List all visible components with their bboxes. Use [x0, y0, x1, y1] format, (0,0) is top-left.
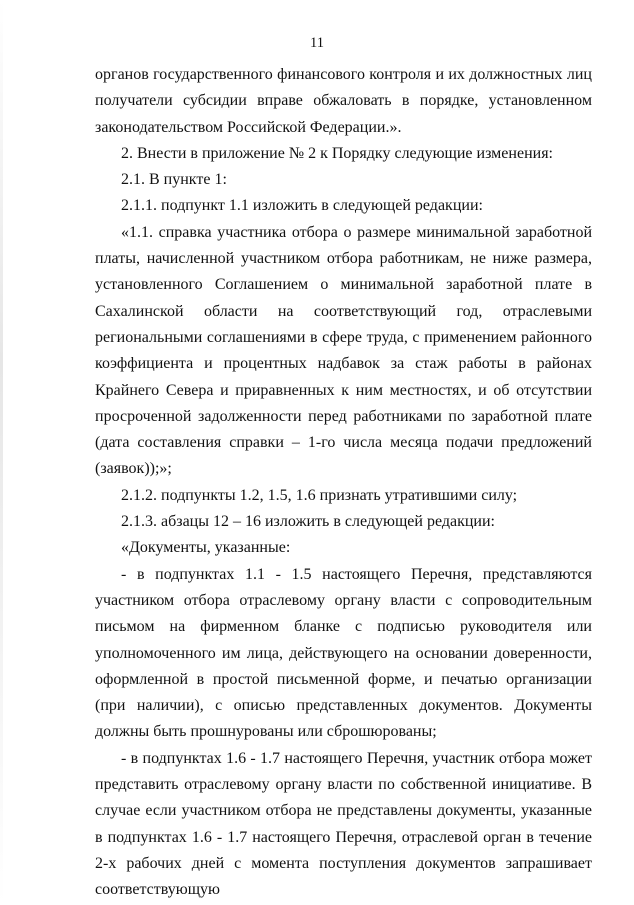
- paragraph-item-2-1-1: 2.1.1. подпункт 1.1 изложить в следующей редакции:: [121, 197, 483, 215]
- page-number: 11: [310, 35, 324, 51]
- paragraph-item-2: 2. Внести в приложение № 2 к Порядку следующие изменения:: [121, 144, 553, 162]
- paragraph-documents-heading: «Документы, указанные:: [121, 539, 291, 557]
- paragraph-documents-1-6-1-7: - в подпунктах 1.6 - 1.7 настоящего Перечня, участник отбора может представить отраслевому органу власти по собственной инициативе. В случае если участником отбора не представлены документы, указанные в подпунктах 1.6 - 1.7 настоящего Перечня, отраслевой орган в течение 2-х рабочих дней с момента поступления документов запрашивает соответствующую: [95, 749, 592, 899]
- paragraph-item-2-1: 2.1. В пункте 1:: [121, 171, 227, 189]
- scan-edge-shadow: [0, 0, 3, 905]
- document-body: [95, 62, 592, 904]
- paragraph-quote-1-1: «1.1. справка участника отбора о размере минимальной заработной платы, начисленной участником отбора работникам, не ниже размера, установленного Соглашением о минимальной заработной плате в Сахалинской области на соответствующий год, отраслевыми региональными соглашениями в сфере труда, с применением районного коэффициента и процентных надбавок за стаж работы в районах Крайнего Севера и приравненных к ним местностях, и об отсутствии просроченной задолженности перед работниками по заработной плате (дата составления справки – 1-го числа месяца подачи предложений (заявок));»;: [95, 223, 592, 478]
- paragraph-documents-1-1-1-5: - в подпунктах 1.1 - 1.5 настоящего Перечня, представляются участником отбора отраслевому органу власти с сопроводительным письмом на фирменном бланке с подписью руководителя или уполномоченного им лица, действующего на основании доверенности, оформленной в простой письменной форме, и печатью организации (при наличии), с описью представленных документов. Документы должны быть прошнурованы или сброшюрованы;: [95, 565, 592, 741]
- paragraph-item-2-1-3: 2.1.3. абзацы 12 – 16 изложить в следующей редакции:: [121, 513, 495, 531]
- paragraph-continuation: органов государственного финансового контроля и их должностных лиц получатели субсидии вправе обжаловать в порядке, установленном законодательством Российской Федерации.».: [95, 66, 592, 136]
- paragraph-item-2-1-2: 2.1.2. подпункты 1.2, 1.5, 1.6 признать утратившими силу;: [121, 486, 518, 504]
